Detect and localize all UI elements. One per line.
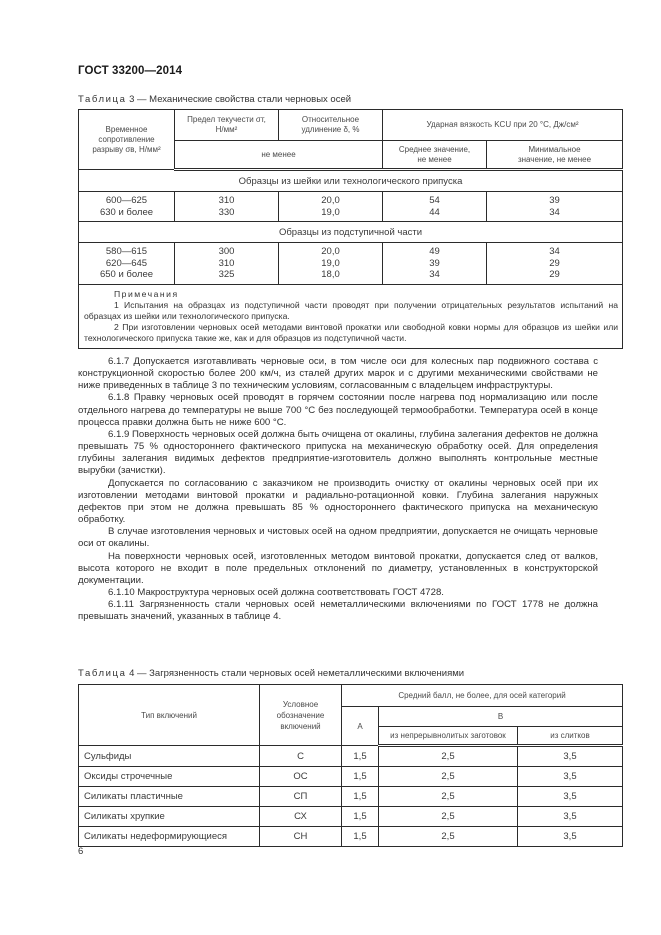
- paragraph-descaling-agreement: Допускается по согласованию с заказчиком не производить очистку от окалины черновых осей при их изготовлении методами винтовой прокатки и радиально-ротационной ковки. Глубина залегания наружных дефектов при этом не должна превышать 85 % одностороннего фактического припуска на механическую обработку.: [78, 477, 598, 526]
- score-b-continuous: 2,5: [379, 807, 518, 827]
- table3-data-row: [79, 192, 623, 222]
- page-number: 6: [78, 846, 84, 857]
- score-b-continuous: 2,5: [379, 827, 518, 847]
- table4-caption-prefix: Таблица: [78, 668, 127, 679]
- paragraph-roll-marks: На поверхности черновых осей, изготовленных методом винтовой прокатки, допускается след от валков, высота которого не входит в поле предельных отклонений по диаметру, установленных в конструкторской документации.: [78, 550, 598, 586]
- score-b-continuous: 2,5: [379, 787, 518, 807]
- table4-row: [79, 807, 623, 827]
- table4-header-type: Тип включений: [79, 685, 260, 746]
- table4-row: [79, 767, 623, 787]
- score-b-ingot: 3,5: [518, 787, 623, 807]
- paragraph-6-1-8: 6.1.8 Правку черновых осей проводят в горячем состоянии после нагрева под нормализацию или после отдельного нагрева до температуры не выше 700 °С без последующей термообработки. Температура осей в конце процесса правки должна быть не ниже 600 °С.: [78, 392, 598, 428]
- inclusion-symbol: СН: [260, 827, 342, 847]
- inclusion-symbol: СХ: [260, 807, 342, 827]
- table3-caption-title: — Механические свойства стали черновых осей: [137, 94, 352, 105]
- table4-caption: [78, 668, 464, 679]
- table4-caption-number: 4: [129, 668, 135, 679]
- table3-caption: [78, 94, 351, 105]
- score-a: 1,5: [342, 787, 379, 807]
- inclusion-symbol: ОС: [260, 767, 342, 787]
- table3-strength-cell: 600—625 630 и более: [79, 192, 175, 222]
- table4-header-symbol: Условное обозначение включений: [260, 685, 342, 746]
- inclusion-type: Силикаты хрупкие: [79, 807, 260, 827]
- table3-yield-cell: 310 330: [175, 192, 279, 222]
- table3-elongation-cell: 20,0 19,0 18,0: [279, 243, 383, 285]
- paragraph-6-1-9: 6.1.9 Поверхность черновых осей должна быть очищена от окалины, глубина залегания дефектов не должна превышать 75 % одностороннего фактического припуска на механическую обработку осей. Для определения глубины залегания видимых дефектов предприятие-изготовитель должно выполнять контрольные местные вырубки (зачистки).: [78, 428, 598, 477]
- inclusion-type: Силикаты пластичные: [79, 787, 260, 807]
- inclusion-symbol: СП: [260, 787, 342, 807]
- table3-yield-cell: 300 310 325: [175, 243, 279, 285]
- table3-header-row-1: [79, 110, 623, 141]
- table4-row: [79, 827, 623, 847]
- table3-header-kcu: Ударная вязкость KCU при 20 °С, Дж/см²: [383, 110, 623, 141]
- table3-kcu-min-cell: 39 34: [487, 192, 623, 222]
- table4-row: [79, 787, 623, 807]
- inclusion-type: Силикаты недеформирующиеся: [79, 827, 260, 847]
- table4-header-b-ingot: из слитков: [518, 727, 623, 746]
- table3-elongation-cell: 20,0 19,0: [279, 192, 383, 222]
- table3-data-row: [79, 243, 623, 285]
- table3-header-yield: Предел текучести σт, Н/мм²: [175, 110, 279, 141]
- paragraph-6-1-11: 6.1.11 Загрязненность стали черновых осей неметаллическими включениями по ГОСТ 1778 не должна превышать значений, указанных в таблице 4.: [78, 599, 598, 623]
- score-b-ingot: 3,5: [518, 746, 623, 767]
- paragraph-6-1-7: 6.1.7 Допускается изготавливать черновые оси, в том числе оси для колесных пар подвижного состава с конструкционной скоростью более 200 км/ч, из сталей других марок и с другими механическими свойствами не ниже приведенных в таблице 3 по техническим условиям, согласованным с владельцем инфраструктуры.: [78, 356, 598, 392]
- score-a: 1,5: [342, 827, 379, 847]
- paragraph-6-1-10: 6.1.10 Макроструктура черновых осей должна соответствовать ГОСТ 4728.: [108, 586, 444, 598]
- table3-mechanical-properties: [78, 109, 623, 349]
- table3-kcu-avg-cell: 54 44: [383, 192, 487, 222]
- note-item: 1 Испытания на образцах из подступичной части проводят при получении отрицательных результатов испытаний на образцах из шейки или технологического припуска.: [84, 299, 619, 321]
- notes-title: Примечания: [114, 288, 179, 299]
- table4-header-cat-a: А: [342, 707, 379, 746]
- table4-nonmetallic-inclusions: [78, 684, 623, 847]
- score-b-ingot: 3,5: [518, 827, 623, 847]
- score-a: 1,5: [342, 746, 379, 767]
- table3-caption-number: 3: [129, 94, 135, 105]
- table4-header-avg: Средний балл, не более, для осей категорий: [342, 685, 623, 707]
- table3-caption-prefix: Таблица: [78, 94, 127, 105]
- table3-header-min: не менее: [175, 141, 383, 170]
- score-a: 1,5: [342, 807, 379, 827]
- table3-group-title: Образцы из шейки или технологического припуска: [79, 170, 623, 192]
- paragraph-same-enterprise: В случае изготовления черновых и чистовых осей на одном предприятии, допускается не очищать черновые оси от окалины.: [78, 526, 598, 550]
- table3-header-kcu-min: Минимальное значение, не менее: [487, 141, 623, 170]
- table3-kcu-avg-cell: 49 39 34: [383, 243, 487, 285]
- document-header: ГОСТ 33200—2014: [78, 65, 183, 77]
- table3-notes-row: [79, 284, 623, 348]
- table3-group-title: Образцы из подступичной части: [79, 222, 623, 243]
- body-text: [78, 356, 598, 623]
- inclusion-symbol: С: [260, 746, 342, 767]
- table3-header-elongation: Относительное удлинение δ, %: [279, 110, 383, 141]
- table4-caption-title: — Загрязненность стали черновых осей неметаллическими включениями: [137, 668, 465, 679]
- table3-header-kcu-avg: Среднее значение, не менее: [383, 141, 487, 170]
- score-b-ingot: 3,5: [518, 807, 623, 827]
- table3-kcu-min-cell: 34 29 29: [487, 243, 623, 285]
- table3-group-title-row: [79, 222, 623, 243]
- table4-header-cat-b: В: [379, 707, 623, 727]
- table3-strength-cell: 580—615 620—645 650 и более: [79, 243, 175, 285]
- score-b-continuous: 2,5: [379, 746, 518, 767]
- score-b-ingot: 3,5: [518, 767, 623, 787]
- table3-group-title-row: [79, 170, 623, 192]
- table4-header-row-1: [79, 685, 623, 707]
- note-item: 2 При изготовлении черновых осей методами винтовой прокатки или свободной ковки нормы для образцов из шейки или технологического припуска такие же, как и для образцов из подступичной части.: [84, 321, 619, 343]
- score-b-continuous: 2,5: [379, 767, 518, 787]
- table3-header-strength: Временное сопротивление разрыву σв, Н/мм²: [79, 110, 175, 170]
- table3-notes: [79, 284, 623, 348]
- inclusion-type: Сульфиды: [79, 746, 260, 767]
- inclusion-type: Оксиды строчечные: [79, 767, 260, 787]
- table4-header-b-continuous: из непрерывнолитых заготовок: [379, 727, 518, 746]
- score-a: 1,5: [342, 767, 379, 787]
- table4-row: [79, 746, 623, 767]
